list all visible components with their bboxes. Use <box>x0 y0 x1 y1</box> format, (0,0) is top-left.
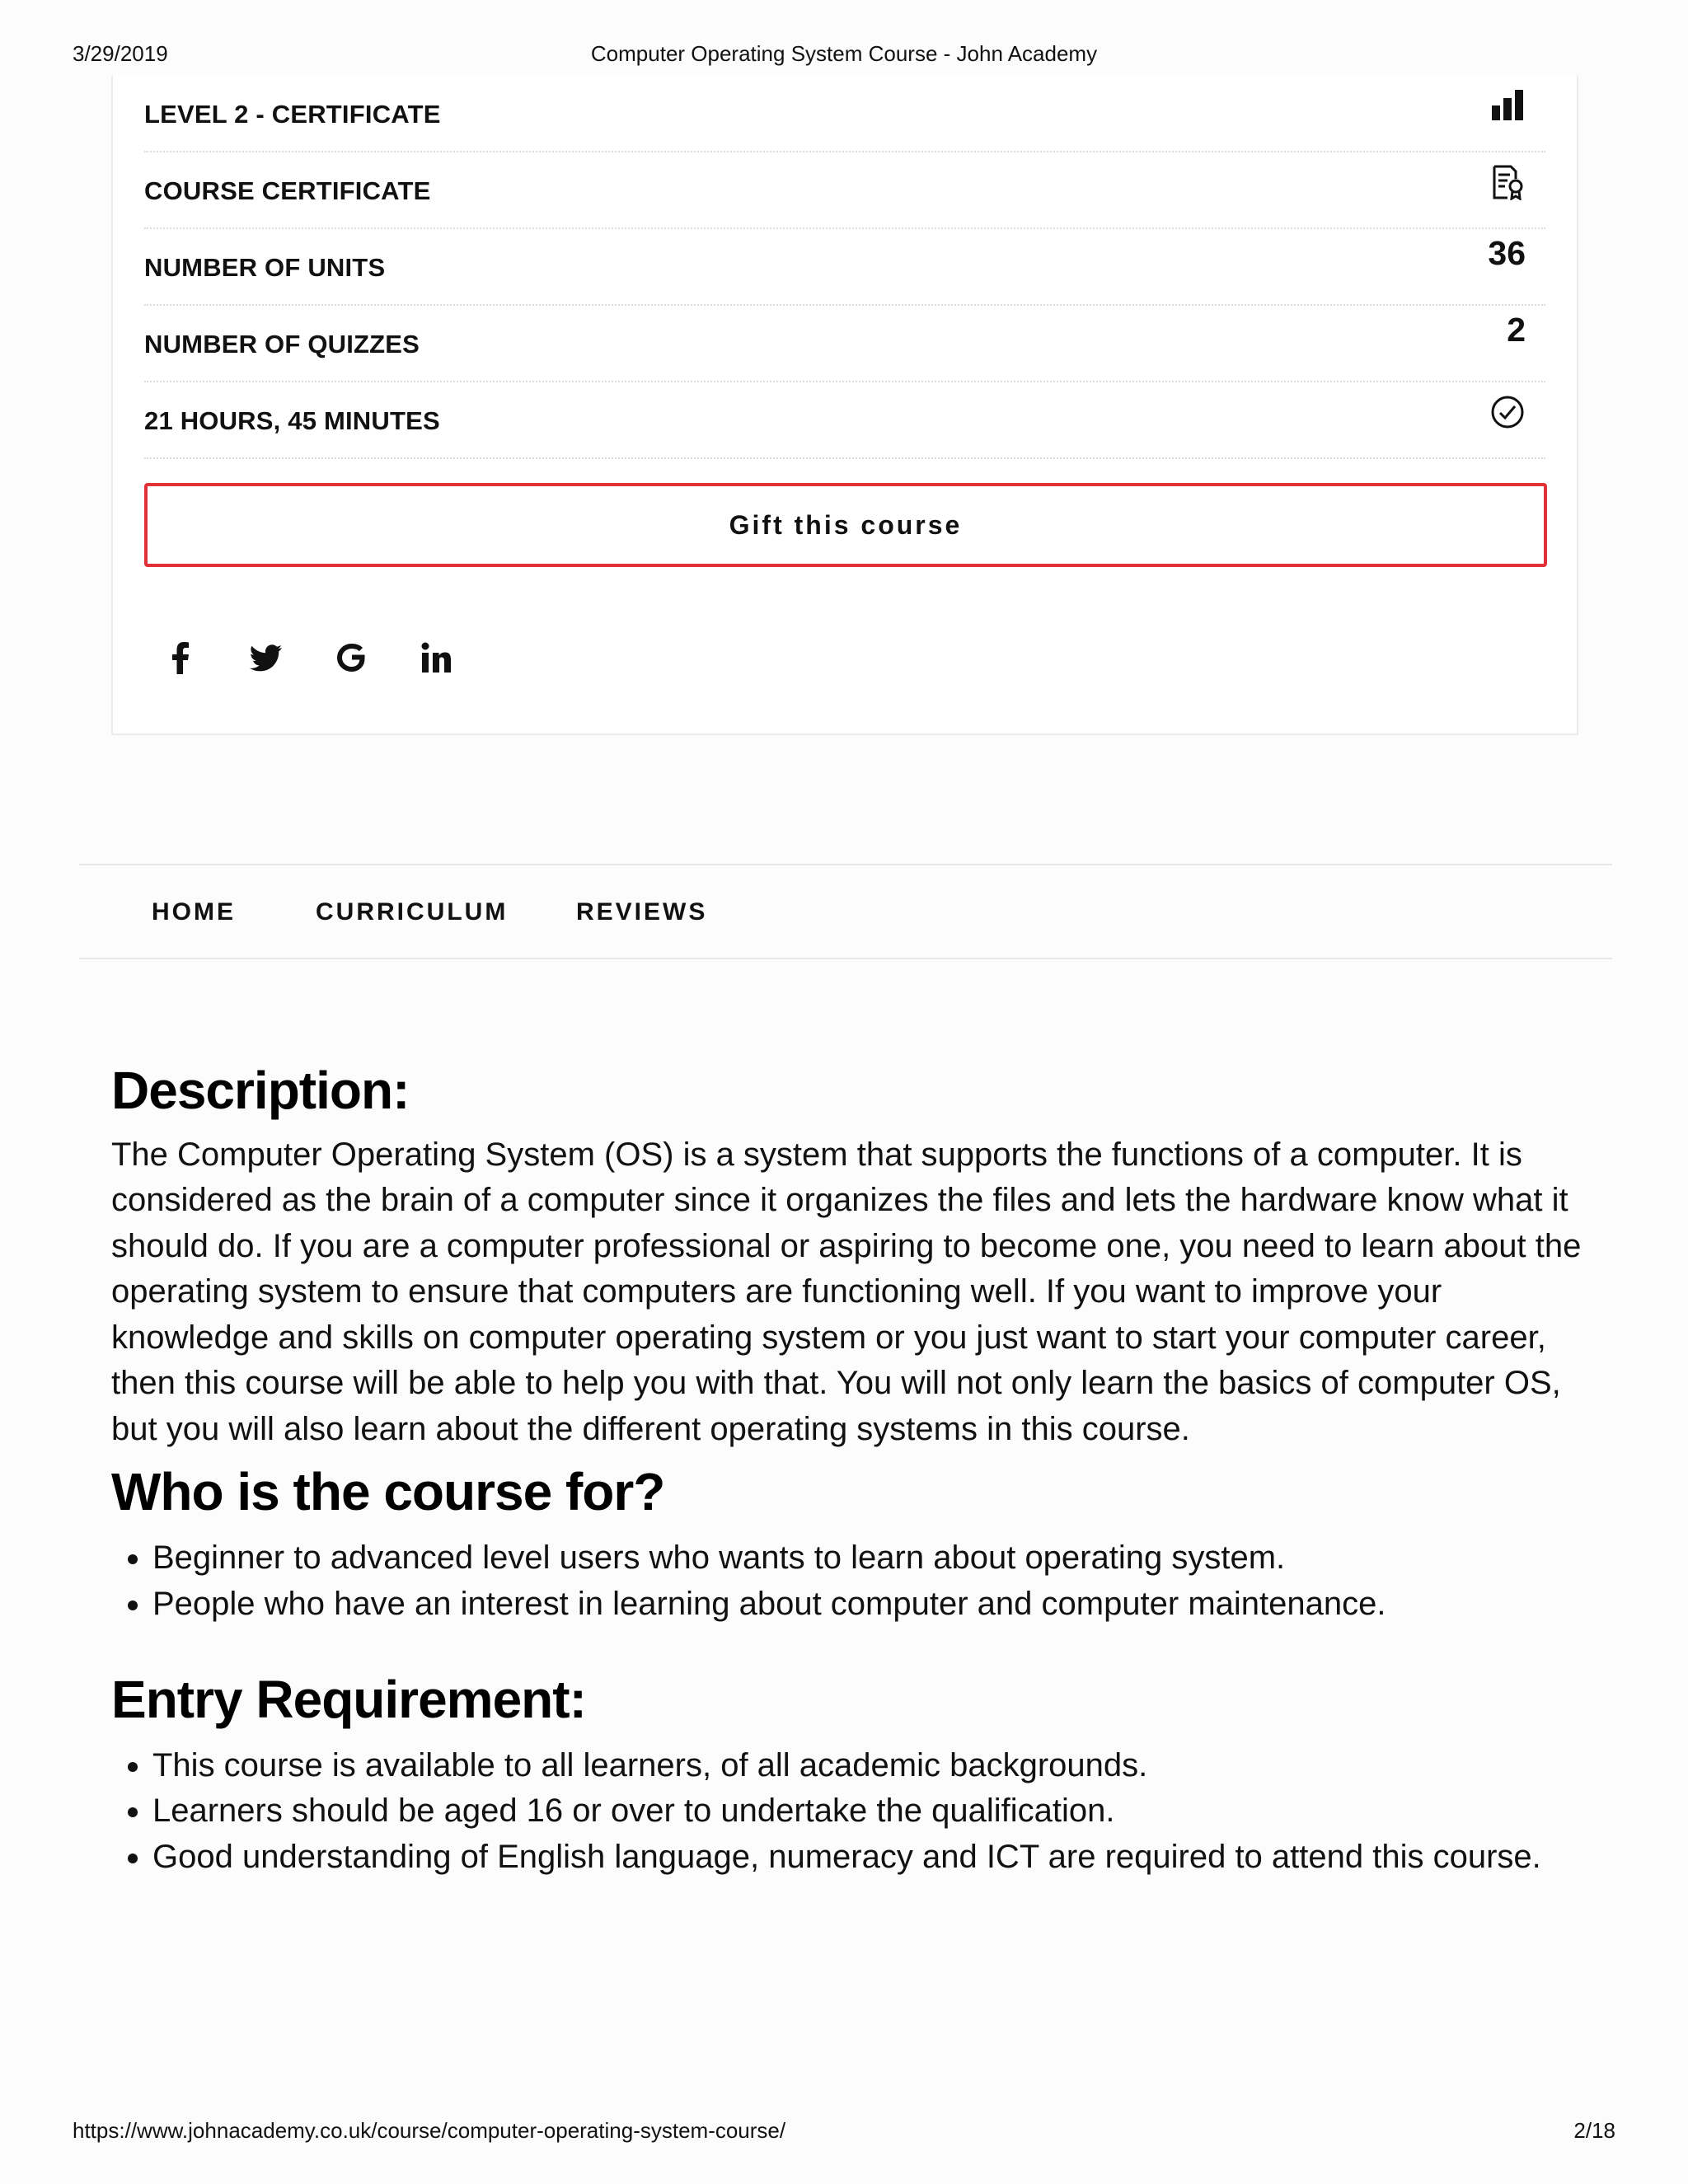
twitter-icon <box>248 640 284 676</box>
facebook-icon <box>162 640 199 676</box>
course-tabs <box>79 864 1612 959</box>
certificate-icon <box>1489 164 1526 200</box>
info-row-duration <box>144 382 1545 459</box>
info-label: NUMBER OF QUIZZES <box>144 330 420 359</box>
info-row-units <box>144 229 1545 306</box>
gift-course-button[interactable]: Gift this course <box>144 483 1547 567</box>
linkedin-share-link[interactable] <box>415 636 457 679</box>
print-date: 3/29/2019 <box>73 41 168 66</box>
tab-reviews[interactable]: REVIEWS <box>576 898 708 926</box>
print-page-title: Computer Operating System Course - John Academy <box>590 41 1098 66</box>
list-item: • Beginner to advanced level users who wants to learn about operating system. <box>152 1535 1587 1582</box>
info-row-level <box>144 76 1545 152</box>
quizzes-count: 2 <box>1507 311 1526 349</box>
info-row-quizzes <box>144 306 1545 382</box>
list-item: • Good understanding of English language, numeracy and ICT are required to attend this course. <box>152 1835 1587 1881</box>
info-label: NUMBER OF UNITS <box>144 253 386 282</box>
list-item: • People who have an interest in learning about computer and computer maintenance. <box>152 1582 1587 1628</box>
print-url: https://www.johnacademy.co.uk/course/computer-operating-system-course/ <box>73 2118 786 2143</box>
clock-check-icon <box>1489 394 1526 430</box>
info-row-certificate <box>144 152 1545 229</box>
entry-heading: Entry Requirement: <box>111 1670 586 1730</box>
units-count: 36 <box>1488 234 1526 272</box>
description-heading: Description: <box>111 1061 410 1120</box>
twitter-share-link[interactable] <box>245 636 288 679</box>
entry-list <box>111 1743 1587 1881</box>
tab-curriculum[interactable]: CURRICULUM <box>316 898 509 926</box>
linkedin-icon <box>418 640 454 676</box>
course-info-card <box>111 76 1578 735</box>
info-label: LEVEL 2 - CERTIFICATE <box>144 100 441 129</box>
course-content <box>111 1059 1587 1880</box>
list-item: • Learners should be aged 16 or over to undertake the qualification. <box>152 1788 1587 1835</box>
description-text: The Computer Operating System (OS) is a system that supports the functions of a computer. It is considered as the brain of a computer since it organizes the files and lets the hardware know what it should do. If you are a computer professional or aspiring to become one, you need to learn about the operating system to ensure that computers are functioning well. If you want to improve your knowledge and skills on computer operating system or you just want to start your computer career, then this course will be able to help you with that. You will not only learn the basics of computer OS, but you will also learn about the different operating systems in this course. <box>111 1136 1582 1447</box>
tab-home[interactable]: HOME <box>152 898 236 926</box>
list-item: • This course is available to all learners, of all academic backgrounds. <box>152 1743 1587 1789</box>
info-label: 21 HOURS, 45 MINUTES <box>144 406 440 435</box>
info-label: COURSE CERTIFICATE <box>144 176 431 205</box>
google-icon <box>333 640 369 676</box>
print-page-number: 2/18 <box>1573 2118 1615 2143</box>
facebook-share-link[interactable] <box>159 636 202 679</box>
google-share-link[interactable] <box>330 636 373 679</box>
audience-list <box>111 1535 1587 1627</box>
bar-chart-icon <box>1489 87 1526 124</box>
audience-heading: Who is the course for? <box>111 1462 665 1522</box>
